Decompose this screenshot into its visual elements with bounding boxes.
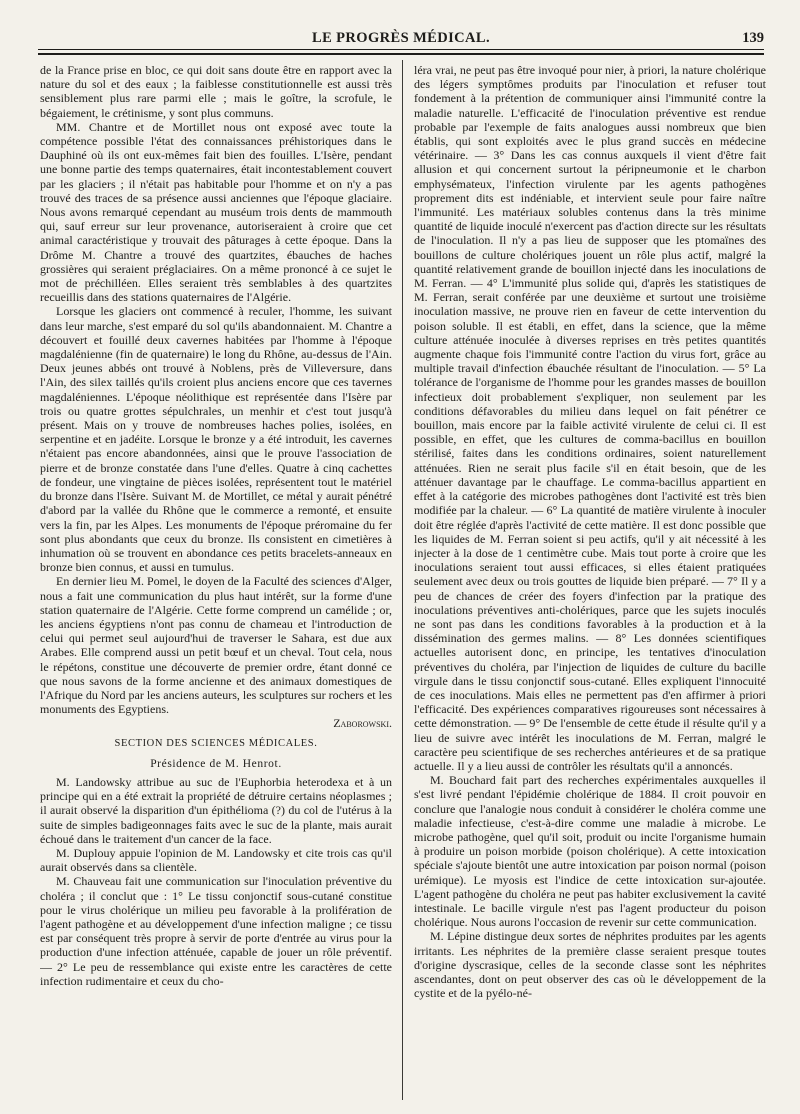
header-rule-thick [38, 53, 764, 55]
left-paragraph-5: M. Landowsky attribue au suc de l'Euphorbia heterodexa et à un principe qui en a été extrait la propriété de détruire certains néoplasmes ; il aurait observé la disparition d'un épithélioma (?) du col de l'utérus à la suite de simples badigeonnages faits avec le suc de la plante, mais aurait échoué dans le traitement d'un cancer de la face. [40, 774, 392, 846]
left-column [40, 63, 392, 1103]
right-paragraph-2: M. Bouchard fait part des recherches expérimentales auxquelles il s'est livré pendant l'épidémie cholérique de 1884. Il croit pouvoir en conclure que l'analogie nous conduit à considérer le choléra comme une maladie infectieuse, c'est-à-dire comme une maladie à microbe. Le microbe pathogène, quel qu'il soit, produit ou incite l'organisme humain à produire un poison morbide (poison cholérique). A cette intoxication spéciale s'ajoute bientôt une autre intoxication par poison normal (poison urémique). Le myosis est l'indice de cette intoxication sur-ajoutée. L'agent pathogène du choléra ne peut pas habiter exclusivement la cavité intestinale. Le bacille virgule n'est pas l'agent producteur du poison cholérique. Nous aurons l'occasion de revenir sur cette communication. [414, 773, 766, 930]
journal-title: LE PROGRÈS MÉDICAL. [312, 30, 490, 46]
page-number: 139 [742, 30, 764, 46]
right-column [414, 63, 766, 1103]
left-paragraph-6: M. Duplouy appuie l'opinion de M. Landowsky et cite trois cas qu'il aurait observés dans sa clientèle. [40, 845, 392, 875]
page-header [38, 30, 764, 50]
section-heading: SECTION DES SCIENCES MÉDICALES. [114, 737, 318, 749]
right-paragraph-1: léra vrai, ne peut pas être invoqué pour nier, à priori, la nature cholérique des légers symptômes produits par l'inoculation et refuser tout fondement à la prétention de communiquer ainsi l'immunité contre la maladie naturelle. L'efficacité de l'inoculation préventive est rendue probable par l'exemple de faits analogues aussi nombreux que bien établis, qui sont exploités avec le plus grand succès en médecine vétérinaire. — 3° Dans les cas connus auxquels il vient d'être fait allusion et qui concernent surtout la péripneumonie et le charbon emphysémateux, l'infection virulente par les agents pathogènes proprement dits est indéniable, et intervient seule pour faire naître l'immunité. Les matériaux solubles contenus dans la très minime quantité de liquide inoculé n'exercent pas d'action directe sur les résultats de l'inoculation. Il n'y a pas lieu de supposer que les ptomaïnes des bouillons de culture cholériques jouent un rôle plus actif, malgré la quantité relativement grande de bouillon injecté dans les inoculations de M. Ferran. — 4° L'immunité plus solide qui, d'après les statistiques de M. Ferran, serait conférée par une deuxième et surtout une troisième inoculation massive, ne prouve rien en faveur de cette intervention du poison soluble. Il est établi, en effet, dans la science, que la même culture atténuée inoculée à diverses reprises en très petites quantités augmente chaque fois l'immunité contre l'action du virus fort, grâce au multiple travail d'infection ébauchée résultant de l'inoculation. — 5° La tolérance de l'organisme de l'homme pour les grandes masses de bouillon infectieux doit probablement s'expliquer, non seulement par les conditions défavorables du milieu dans lequel on fait pénétrer ce bouillon, mais encore par la faible activité virulente de celui ci. Il est possible, en effet, que les cultures de comma-bacillus en bouillon stérilisé, faites dans les conditions ordinaires, soient naturellement atténuées. Rien ne serait plus facile s'il en était besoin, que de les atténuer davantage par le chauffage. Le comma-bacillus appartient en effet à la catégorie des microbes pathogènes dont l'activité est très bien modifiée par la chaleur. — 6° La quantité de matière virulente à inoculer doit être réglée d'après l'activité de cette matière. Il est donc possible que les liquides de M. Ferran soient si peu actifs, qu'il y ait nécessité à les injecter à la dose de 1 centimètre cube. Mais tout porte à croire que les inoculations seraient tout aussi efficaces, si elles étaient pratiquées seulement avec deux ou trois gouttes de liquide bien préparé. — 7° Il y a peu de chances de créer des foyers d'infection par la pratique des inoculations préventives anti-cholériques, parce que les sujets inoculés ne sont pas dans les conditions favorables à la production et à la dissémination des germes malins. — 8° Les données scientifiques actuelles autorisent donc, en principe, les tentatives d'inoculation préventives du choléra, par l'injection de liquides de culture du bacille virgule dans le tissu conjonctif sous-cutané. Elles expliquent l'innocuité de ces inoculations. Mais elles ne permettent pas d'en affirmer à priori l'efficacité. Des expériences comparatives rigoureuses sont nécessaires à cette démonstration. — 9° De l'ensemble de cette étude il résulte qu'il y a lieu de suivre avec intérêt les inoculations de M. Ferran, malgré le caractère peu scientifique de ses recherches antérieures et de sa pratique actuelle. Il y a lieu aussi de contrôler les résultats qu'il a annoncés. [414, 63, 766, 773]
author-signature: Zaborowski. [333, 716, 392, 731]
header-rule-thin [38, 49, 764, 50]
left-paragraph-2: MM. Chantre et de Mortillet nous ont exposé avec toute la compétence possible l'état des connaissances préhistoriques dans le Dauphiné où ils ont eux-mêmes fait bien des fouilles. L'Isère, pendant une bonne partie des temps quaternaires, était incontestablement couvert par les glaciers ; il n'était pas habitable pour l'homme et on n'y a pas trouvé des traces de sa présence aussi anciennes que l'époque glaciaire. Nous avons remarqué cependant au muséum trois dents de mammouth qui, sauf erreur sur leur provenance, autoriseraient à croire que cet animal caractéristique y trouvait des pâturages à cette époque. Dans la Drôme M. Chantre a trouvé des quartzites, ébauches de haches grossières qui seraient préglaciaires. On a même prononcé à ce sujet le mot de préchilléen. Elles seraient très semblables à des quartzites recueillis dans des stations quaternaires de l'Algérie. [40, 119, 392, 305]
presidence-heading: Présidence de M. Henrot. [150, 757, 282, 770]
right-paragraph-3: M. Lépine distingue deux sortes de néphrites produites par les agents irritants. Les néphrites de la première classe seraient presque toutes d'origine dyscrasique, celles de la seconde classe sont les néphrites ascendantes, dont on peut observer des cas où le développement de la cystite et de la pyélo-né- [414, 929, 766, 1001]
left-paragraph-3: Lorsque les glaciers ont commencé à reculer, l'homme, les suivant dans leur marche, s'est emparé du sol qu'ils abandonnaient. M. Chantre a découvert et fouillé deux cavernes habitées par l'homme à l'époque magdalénienne (fin de quaternaire) le long du Rhône, au-dessus de l'Ain. Deux jeunes abbés ont trouvé à Noblens, près de Villeversure, dans l'Ain, des silex taillés qu'ils croient plus anciens encore que ces tavernes magdaléniennes. L'époque néolithique est représentée dans l'Isère par trois ou quatre grottes sépulchrales, un menhir et c'est tout jusqu'à présent. Mais on y trouve de nombreuses haches polies, isolées, en serpentine et en jadéite. Lorsque le bronze y a été introduit, les cavernes n'étaient pas encore abandonnées, ainsi que le prouve l'association de pierre et de bronze constatée dans l'une d'elles. Quatre à cinq cachettes de fondeur, une vingtaine de pièces isolées, représentent tout le matériel du bronze dans l'Isère. Suivant M. de Mortillet, ce métal y aurait pénétré d'abord par la vallée du Rhône que le commerce a remonté, et ensuite vers la fin, par les Alpes. Les monuments de l'époque préromaine du fer sont plus abondants que ceux du bronze. Ils consistent en cimetières à inhumation où se trouvent en abondance ces petits bracelets-anneaux en bronze bien connus, et aussi en tumulus. [40, 304, 392, 575]
left-paragraph-1: de la France prise en bloc, ce qui doit sans doute être en rapport avec la nature du sol et des eaux ; la faiblesse constitutionnelle est aussi très sensiblement plus rare parmi elle ; mais le goître, la scrofule, le bégaiement, le crétinisme, y sont plus communs. [40, 63, 392, 120]
left-paragraph-7: M. Chauveau fait une communication sur l'inoculation préventive du choléra ; il conclut que : 1° Le tissu conjonctif sous-cutané constitue pour le virus cholérique un milieu peu favorable à la prolifération de l'agent pathogène et au développement d'une infection maligne ; ce tissu est par conséquent très propre à servir de porte d'entrée au virus pour la production d'une infection atténuée, capable de jouer un rôle préventif. — 2° Le peu de ressemblance qui existe entre les caractères de cette infection rudimentaire et ceux du cho- [40, 874, 392, 988]
left-paragraph-4: En dernier lieu M. Pomel, le doyen de la Faculté des sciences d'Alger, nous a fait une communication du plus haut intérêt, sur la forme d'une station quaternaire de l'Algérie. Cette forme comprend un camélide ; or, les anciens égyptiens n'ont pas connu de chameau et l'introduction de celui qui permet seul aujourd'hui de traverser le Sahara, est due aux Arabes. Elle comprend aussi un petit bœuf et un cheval. Tout cela, nous le répétons, constitue une découverte de premier ordre, étant donné ce que nous savons de la forme ancienne et des animaux domestiques de l'Afrique du Nord par les anciens auteurs, les sculptures sur rochers et les monuments des Egyptiens. [40, 574, 392, 717]
column-divider [402, 60, 403, 1100]
